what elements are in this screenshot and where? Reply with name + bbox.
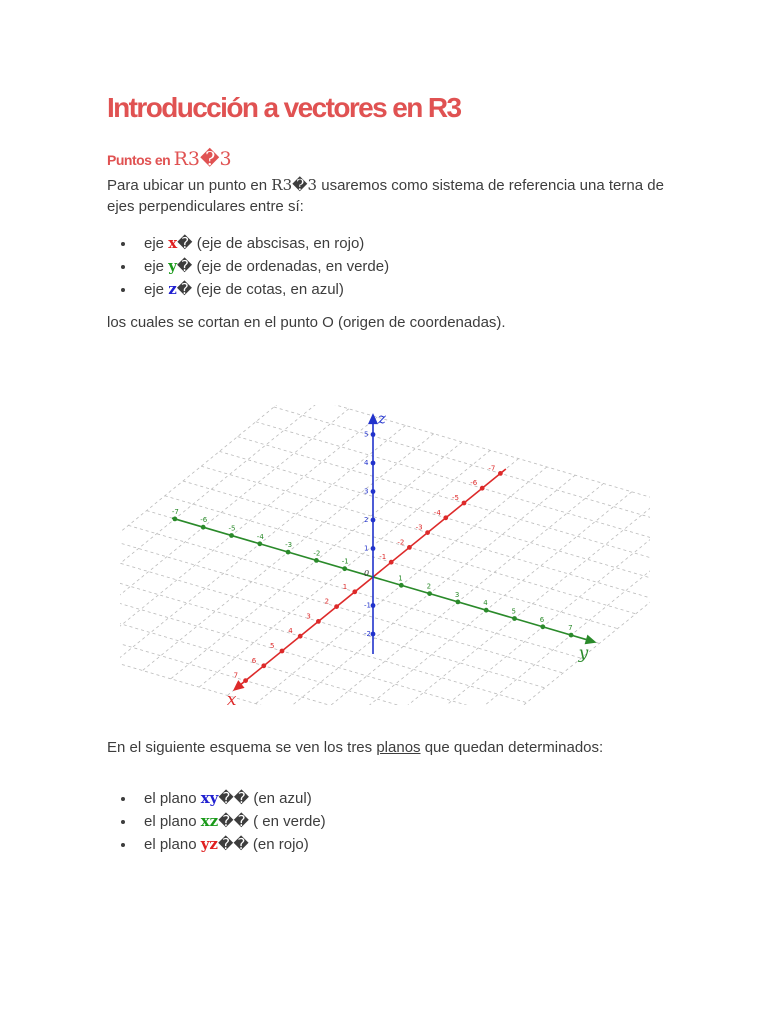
y-tick-label: 7	[568, 624, 573, 633]
list-item-mark: �	[177, 235, 193, 252]
list-item	[107, 255, 389, 278]
y-tick	[512, 616, 517, 621]
y-tick-label: 3	[454, 590, 460, 599]
list-item-prefix: eje	[144, 281, 169, 298]
x-tick-label: -5	[452, 494, 459, 502]
y-tick-label: -1	[341, 557, 349, 566]
origin-label: 0	[364, 569, 370, 578]
x-tick-label: 5	[270, 642, 275, 650]
list-item-mark: ��	[217, 836, 249, 853]
list-item-prefix: el plano	[144, 836, 201, 853]
x-tick-label: 2	[324, 597, 330, 606]
z-tick-label: 5	[364, 430, 369, 439]
x-tick	[316, 619, 321, 624]
x-tick-label: -4	[433, 508, 441, 517]
y-tick-label: -5	[228, 524, 236, 533]
z-tick	[371, 518, 376, 523]
x-tick	[498, 471, 503, 476]
grid-line	[397, 508, 650, 705]
y-tick	[484, 608, 489, 613]
y-tick-label: 1	[398, 574, 403, 583]
y-tick	[173, 517, 178, 522]
list-item-desc: (eje de cotas, en azul)	[192, 281, 344, 298]
x-tick	[425, 530, 430, 535]
x-tick-label: -1	[379, 553, 387, 562]
y-tick-label: 6	[539, 615, 545, 624]
y-tick	[342, 566, 347, 571]
list-item	[107, 787, 326, 810]
z-tick	[371, 461, 376, 466]
list-item-desc: (eje de ordenadas, en verde)	[192, 258, 390, 275]
x-tick-label: -2	[397, 538, 405, 547]
axes-list	[107, 232, 389, 301]
x-tick-label: -6	[470, 479, 478, 488]
y-tick-label: -3	[285, 541, 293, 550]
x-tick	[334, 604, 339, 609]
plane-var-xz: xz	[200, 812, 219, 830]
origin-paragraph: los cuales se cortan en el punto O (origen de coordenadas).	[107, 314, 506, 331]
scheme-text: En el siguiente esquema se ven los tres	[107, 739, 377, 756]
y-tick	[314, 558, 319, 563]
axis-var-x: x	[168, 234, 178, 252]
x-tick	[352, 589, 357, 594]
3d-axes-diagram	[120, 405, 650, 705]
y-tick-label: -2	[313, 549, 321, 558]
list-item-mark: ��	[218, 790, 250, 807]
z-tick	[371, 603, 376, 608]
list-item-desc: ( en verde)	[248, 813, 326, 830]
planes-list	[107, 787, 326, 856]
x-axis-label: x	[226, 689, 237, 705]
grid-line	[120, 570, 527, 703]
grid-line	[120, 417, 377, 654]
x-tick-label: 1	[342, 582, 348, 591]
y-tick-label: 4	[483, 599, 488, 608]
grid-line	[369, 500, 650, 705]
z-tick-label: 4	[364, 459, 369, 467]
grid-line	[454, 525, 650, 705]
y-tick	[229, 533, 234, 538]
z-tick-label: -1	[364, 601, 371, 610]
z-tick-label: -2	[364, 630, 371, 638]
intro-paragraph	[107, 175, 667, 217]
x-tick	[243, 678, 248, 683]
list-item-desc: (en rojo)	[248, 836, 309, 853]
grid-line	[120, 425, 405, 662]
x-tick	[261, 663, 266, 668]
grid-line	[256, 422, 650, 558]
y-tick-label: -6	[200, 516, 208, 525]
list-item	[107, 232, 389, 255]
y-tick-label: 5	[511, 607, 516, 616]
y-axis-label: y	[578, 643, 589, 664]
x-tick	[480, 486, 485, 491]
page-title: Introducción a vectores en R3	[107, 92, 461, 123]
list-item	[107, 833, 326, 856]
list-item-prefix: el plano	[144, 790, 201, 807]
y-tick	[201, 525, 206, 530]
y-axis-line	[172, 518, 588, 640]
list-item	[107, 278, 389, 301]
y-tick	[257, 541, 262, 546]
list-item-prefix: eje	[144, 258, 169, 275]
z-tick	[371, 546, 376, 551]
grid-line	[120, 555, 545, 688]
x-tick	[443, 515, 448, 520]
x-tick	[280, 649, 285, 654]
section-heading	[107, 148, 232, 170]
section-heading-text: Puntos en	[107, 152, 174, 168]
list-item-desc: (en azul)	[249, 790, 312, 807]
list-item-mark: ��	[218, 813, 249, 830]
x-tick-label: 6	[251, 656, 257, 665]
y-tick	[427, 591, 432, 596]
plane-var-xy: xy	[200, 789, 219, 807]
planos-link[interactable]: planos	[376, 739, 421, 756]
x-tick-label: -7	[488, 464, 496, 473]
z-tick	[371, 432, 376, 437]
grid-line	[120, 405, 321, 637]
list-item-desc: (eje de abscisas, en rojo)	[192, 235, 365, 252]
list-item-prefix: eje	[144, 235, 169, 252]
scheme-text-after: que quedan determinados:	[420, 739, 604, 756]
y-tick	[456, 600, 461, 605]
x-tick	[389, 560, 394, 565]
y-tick-label: 2	[426, 582, 432, 591]
list-item-mark: �	[176, 258, 193, 275]
grid-line	[120, 629, 454, 705]
intro-math: R3�3	[271, 176, 318, 194]
x-tick	[407, 545, 412, 550]
x-tick-label: 7	[233, 671, 239, 680]
z-tick	[371, 489, 376, 494]
y-tick	[399, 583, 404, 588]
z-axis-label: z	[378, 409, 386, 428]
x-tick-label: -3	[415, 523, 423, 532]
y-tick	[569, 633, 574, 638]
z-tick-label: 2	[364, 516, 369, 524]
y-tick	[540, 624, 545, 629]
scheme-paragraph	[107, 737, 667, 758]
z-tick	[371, 632, 376, 637]
plane-var-yz: yz	[200, 835, 218, 853]
list-item-prefix: el plano	[144, 813, 201, 830]
y-tick-label: -4	[256, 532, 264, 541]
list-item	[107, 810, 326, 833]
axis-var-z: z	[168, 280, 177, 298]
y-tick	[286, 550, 291, 555]
axis-var-y: y	[168, 257, 177, 275]
grid-line	[219, 451, 650, 584]
y-tick-label: -7	[171, 507, 179, 516]
intro-text: Para ubicar un punto en	[107, 177, 272, 194]
x-tick-label: 4	[288, 627, 293, 636]
x-tick-label: 3	[306, 612, 311, 621]
x-tick	[298, 634, 303, 639]
axes	[172, 413, 597, 691]
ticks	[172, 409, 589, 705]
z-tick-label: 3	[364, 487, 369, 496]
section-heading-math: R3�3	[173, 148, 232, 170]
x-tick	[462, 501, 467, 506]
z-tick-label: 1	[364, 544, 369, 553]
list-item-mark: �	[176, 281, 193, 298]
intro-rest: usaremos como sistema de referencia una terna de ejes perpendiculares entre sí:	[107, 177, 664, 215]
